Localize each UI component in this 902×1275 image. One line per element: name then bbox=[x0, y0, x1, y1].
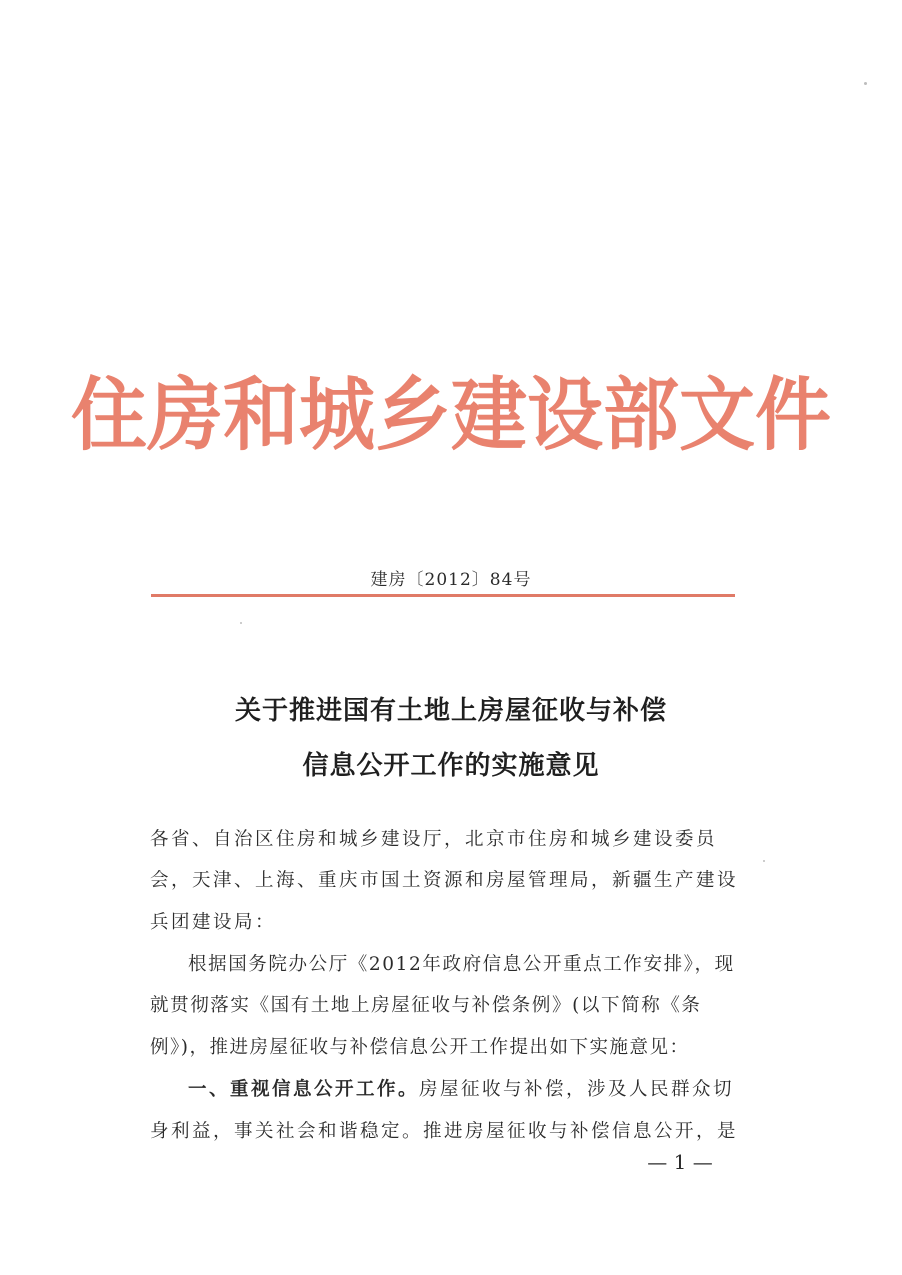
paragraph-1-line-1: 根据国务院办公厅《2012年政府信息公开重点工作安排》，现 bbox=[188, 954, 735, 975]
section-1-heading: 一、重视信息公开工作。 bbox=[188, 1079, 420, 1100]
scan-speck bbox=[864, 82, 867, 85]
document-number: 建房〔2012〕84号 bbox=[370, 570, 532, 590]
scan-speck bbox=[240, 622, 242, 624]
section-1-line-2: 身利益，事关社会和谐稳定。推进房屋征收与补偿信息公开，是 bbox=[150, 1121, 739, 1142]
document-title-line-1: 关于推进国有土地上房屋征收与补偿 bbox=[234, 696, 667, 726]
addressee-line-2: 会，天津、上海、重庆市国土资源和房屋管理局，新疆生产建设 bbox=[150, 870, 739, 891]
addressee-line-3: 兵团建设局： bbox=[150, 912, 277, 933]
masthead-title: 住房和城乡建设部文件 bbox=[71, 367, 831, 462]
addressee-line-1: 各省、自治区住房和城乡建设厅，北京市住房和城乡建设委员 bbox=[150, 829, 718, 850]
scan-speck bbox=[763, 860, 765, 862]
page-number: — 1 — bbox=[647, 1150, 713, 1174]
paragraph-1-line-2: 就贯彻落实《国有土地上房屋征收与补偿条例》(以下简称《条 bbox=[150, 995, 702, 1016]
paragraph-1-line-3: 例》)，推进房屋征收与补偿信息公开工作提出如下实施意见： bbox=[150, 1037, 690, 1058]
red-divider-line bbox=[151, 594, 735, 597]
section-1-line-1-text: 房屋征收与补偿，涉及人民群众切 bbox=[419, 1079, 735, 1100]
section-1-line-1 bbox=[188, 1075, 778, 1101]
document-title-line-2: 信息公开工作的实施意见 bbox=[302, 751, 600, 781]
